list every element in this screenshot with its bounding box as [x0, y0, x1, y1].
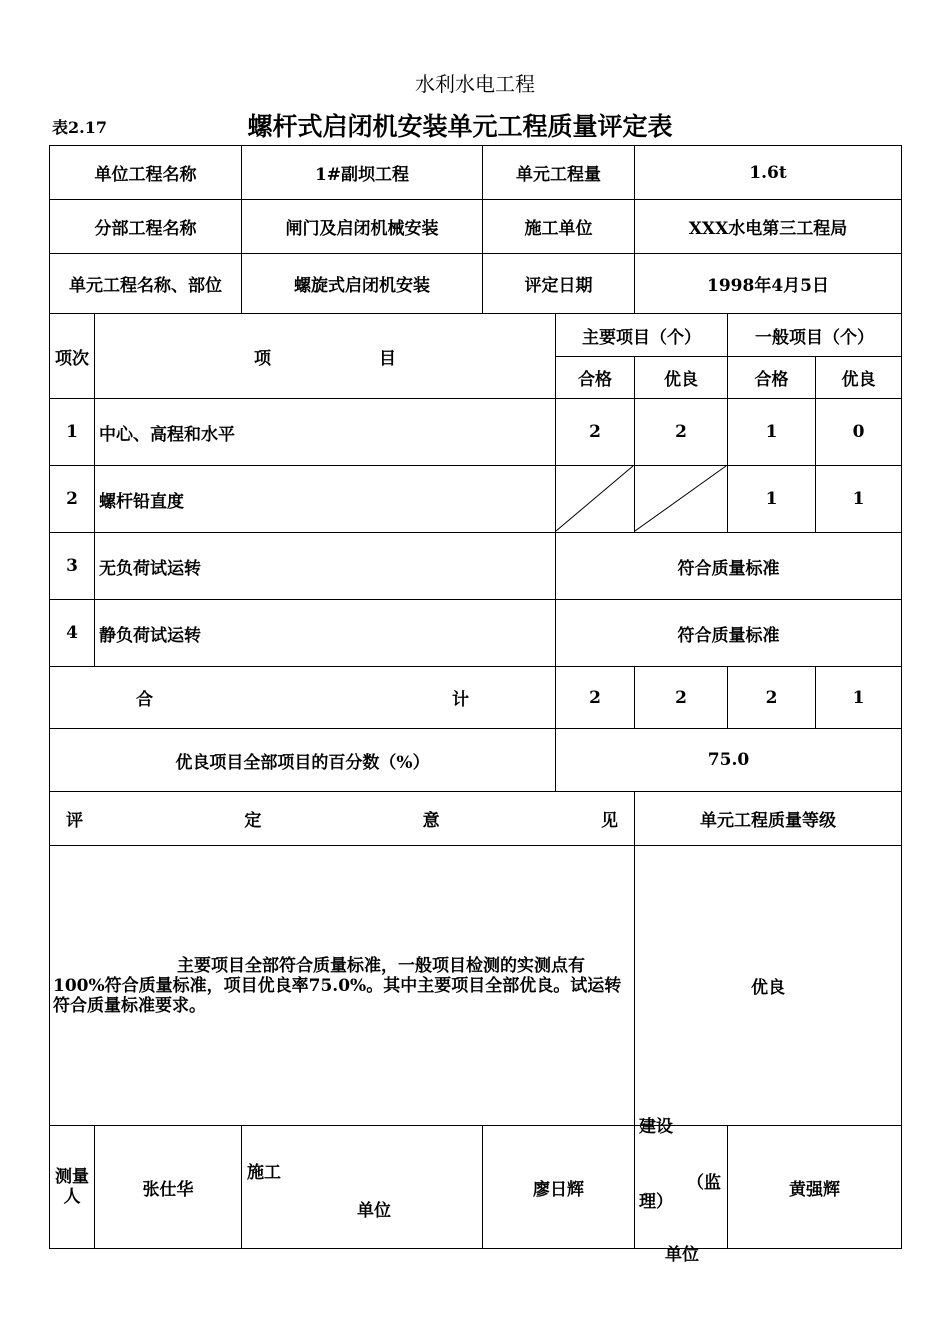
item-1-general-excellent: 0 — [852, 422, 865, 442]
supervisor-label-line-1: （监 — [687, 1173, 721, 1193]
item-header — [95, 314, 555, 398]
item-1-main-qualified: 2 — [589, 422, 601, 442]
general-qualified-header: 合格 — [754, 370, 789, 390]
general-excellent-header: 优良 — [841, 370, 876, 390]
item-4-no: 4 — [66, 623, 78, 643]
item-2-general-qualified: 1 — [765, 489, 778, 509]
measurer-name: 张仕华 — [142, 1179, 194, 1200]
supervisor-label-line-2: 理） — [639, 1192, 673, 1212]
unit-project-value: 1#副坝工程 — [314, 165, 410, 185]
measurer-label-line-2: 人 — [63, 1187, 81, 1207]
quantity-value: 1.6t — [749, 162, 787, 183]
unit-project-label: 单位工程名称 — [94, 165, 197, 185]
item-3-no: 3 — [66, 556, 78, 576]
total-label — [50, 667, 555, 728]
supervisor-label-bottom: 单位 — [665, 1245, 699, 1265]
item-header-char-1: 项 — [254, 348, 271, 369]
total-label-char-1: 合 — [136, 690, 153, 710]
page-title: 螺杆式启闭机安装单元工程质量评定表 — [247, 112, 673, 141]
general-items-header: 一般项目（个） — [755, 327, 874, 348]
supervisor-label-top: 建设 — [639, 1117, 673, 1137]
measurer-label-line-1: 测量 — [55, 1167, 89, 1187]
opinion-header-char-2: 定 — [244, 811, 262, 831]
main-excellent-header: 优良 — [664, 370, 698, 390]
division-value: 闸门及启闭机械安装 — [285, 219, 439, 239]
total-general-excellent: 1 — [852, 687, 865, 708]
contractor-value: XXX水电第三工程局 — [688, 219, 848, 239]
item-1-no: 1 — [66, 422, 78, 442]
supervisor-label — [635, 1117, 727, 1265]
element-value: 螺旋式启闭机安装 — [294, 276, 430, 296]
supervisor-name: 黄强辉 — [789, 1179, 840, 1200]
division-label: 分部工程名称 — [94, 219, 197, 239]
opinion-header-char-4: 见 — [600, 811, 618, 831]
item-1-main-excellent: 2 — [675, 422, 687, 442]
opinion-header — [50, 792, 634, 845]
item-2-name: 螺杆铅直度 — [99, 491, 184, 512]
item-3-result: 符合质量标准 — [677, 558, 780, 579]
measurer-label — [50, 1126, 94, 1248]
date-value: 1998年4月5日 — [707, 276, 829, 296]
main-items-header: 主要项目（个） — [582, 327, 701, 348]
percent-value: 75.0 — [707, 750, 750, 770]
total-main-qualified: 2 — [589, 687, 601, 708]
opinion-text: 主要项目全部符合质量标准，一般项目检测的实测点有100%符合质量标准，项目优良率75.0%。其中主要项目全部优良。试运转符合质量标准要求。 — [53, 956, 622, 1016]
item-4-result: 符合质量标准 — [677, 625, 780, 646]
construction-label-line-1: 施工 — [247, 1163, 281, 1183]
opinion-header-char-1: 评 — [66, 811, 83, 831]
document-category: 水利水电工程 — [415, 72, 535, 96]
item-4-name: 静负荷试运转 — [99, 625, 201, 646]
grade-label: 单元工程质量等级 — [700, 811, 836, 831]
item-3-name: 无负荷试运转 — [99, 558, 201, 579]
item-2-general-excellent: 1 — [852, 489, 865, 509]
seq-header: 项次 — [55, 348, 89, 369]
item-header-char-2: 目 — [379, 348, 396, 369]
percent-label: 优良项目全部项目的百分数（%） — [175, 752, 430, 773]
item-1-general-qualified: 1 — [765, 422, 778, 442]
main-qualified-header: 合格 — [578, 370, 612, 390]
table-number: 表2.17 — [52, 118, 107, 137]
contractor-label: 施工单位 — [524, 219, 593, 239]
item-2-no: 2 — [66, 489, 78, 509]
construction-label-line-2: 单位 — [357, 1201, 391, 1221]
item-1-name: 中心、高程和水平 — [99, 424, 235, 445]
construction-name: 廖日辉 — [533, 1179, 584, 1200]
opinion-header-char-3: 意 — [422, 811, 440, 831]
total-general-qualified: 2 — [765, 687, 778, 708]
total-main-excellent: 2 — [675, 687, 687, 708]
quantity-label: 单元工程量 — [516, 165, 601, 185]
total-label-char-2: 计 — [452, 690, 469, 710]
element-label: 单元工程名称、部位 — [69, 276, 222, 296]
grade-value: 优良 — [751, 978, 785, 998]
date-label: 评定日期 — [524, 276, 593, 296]
